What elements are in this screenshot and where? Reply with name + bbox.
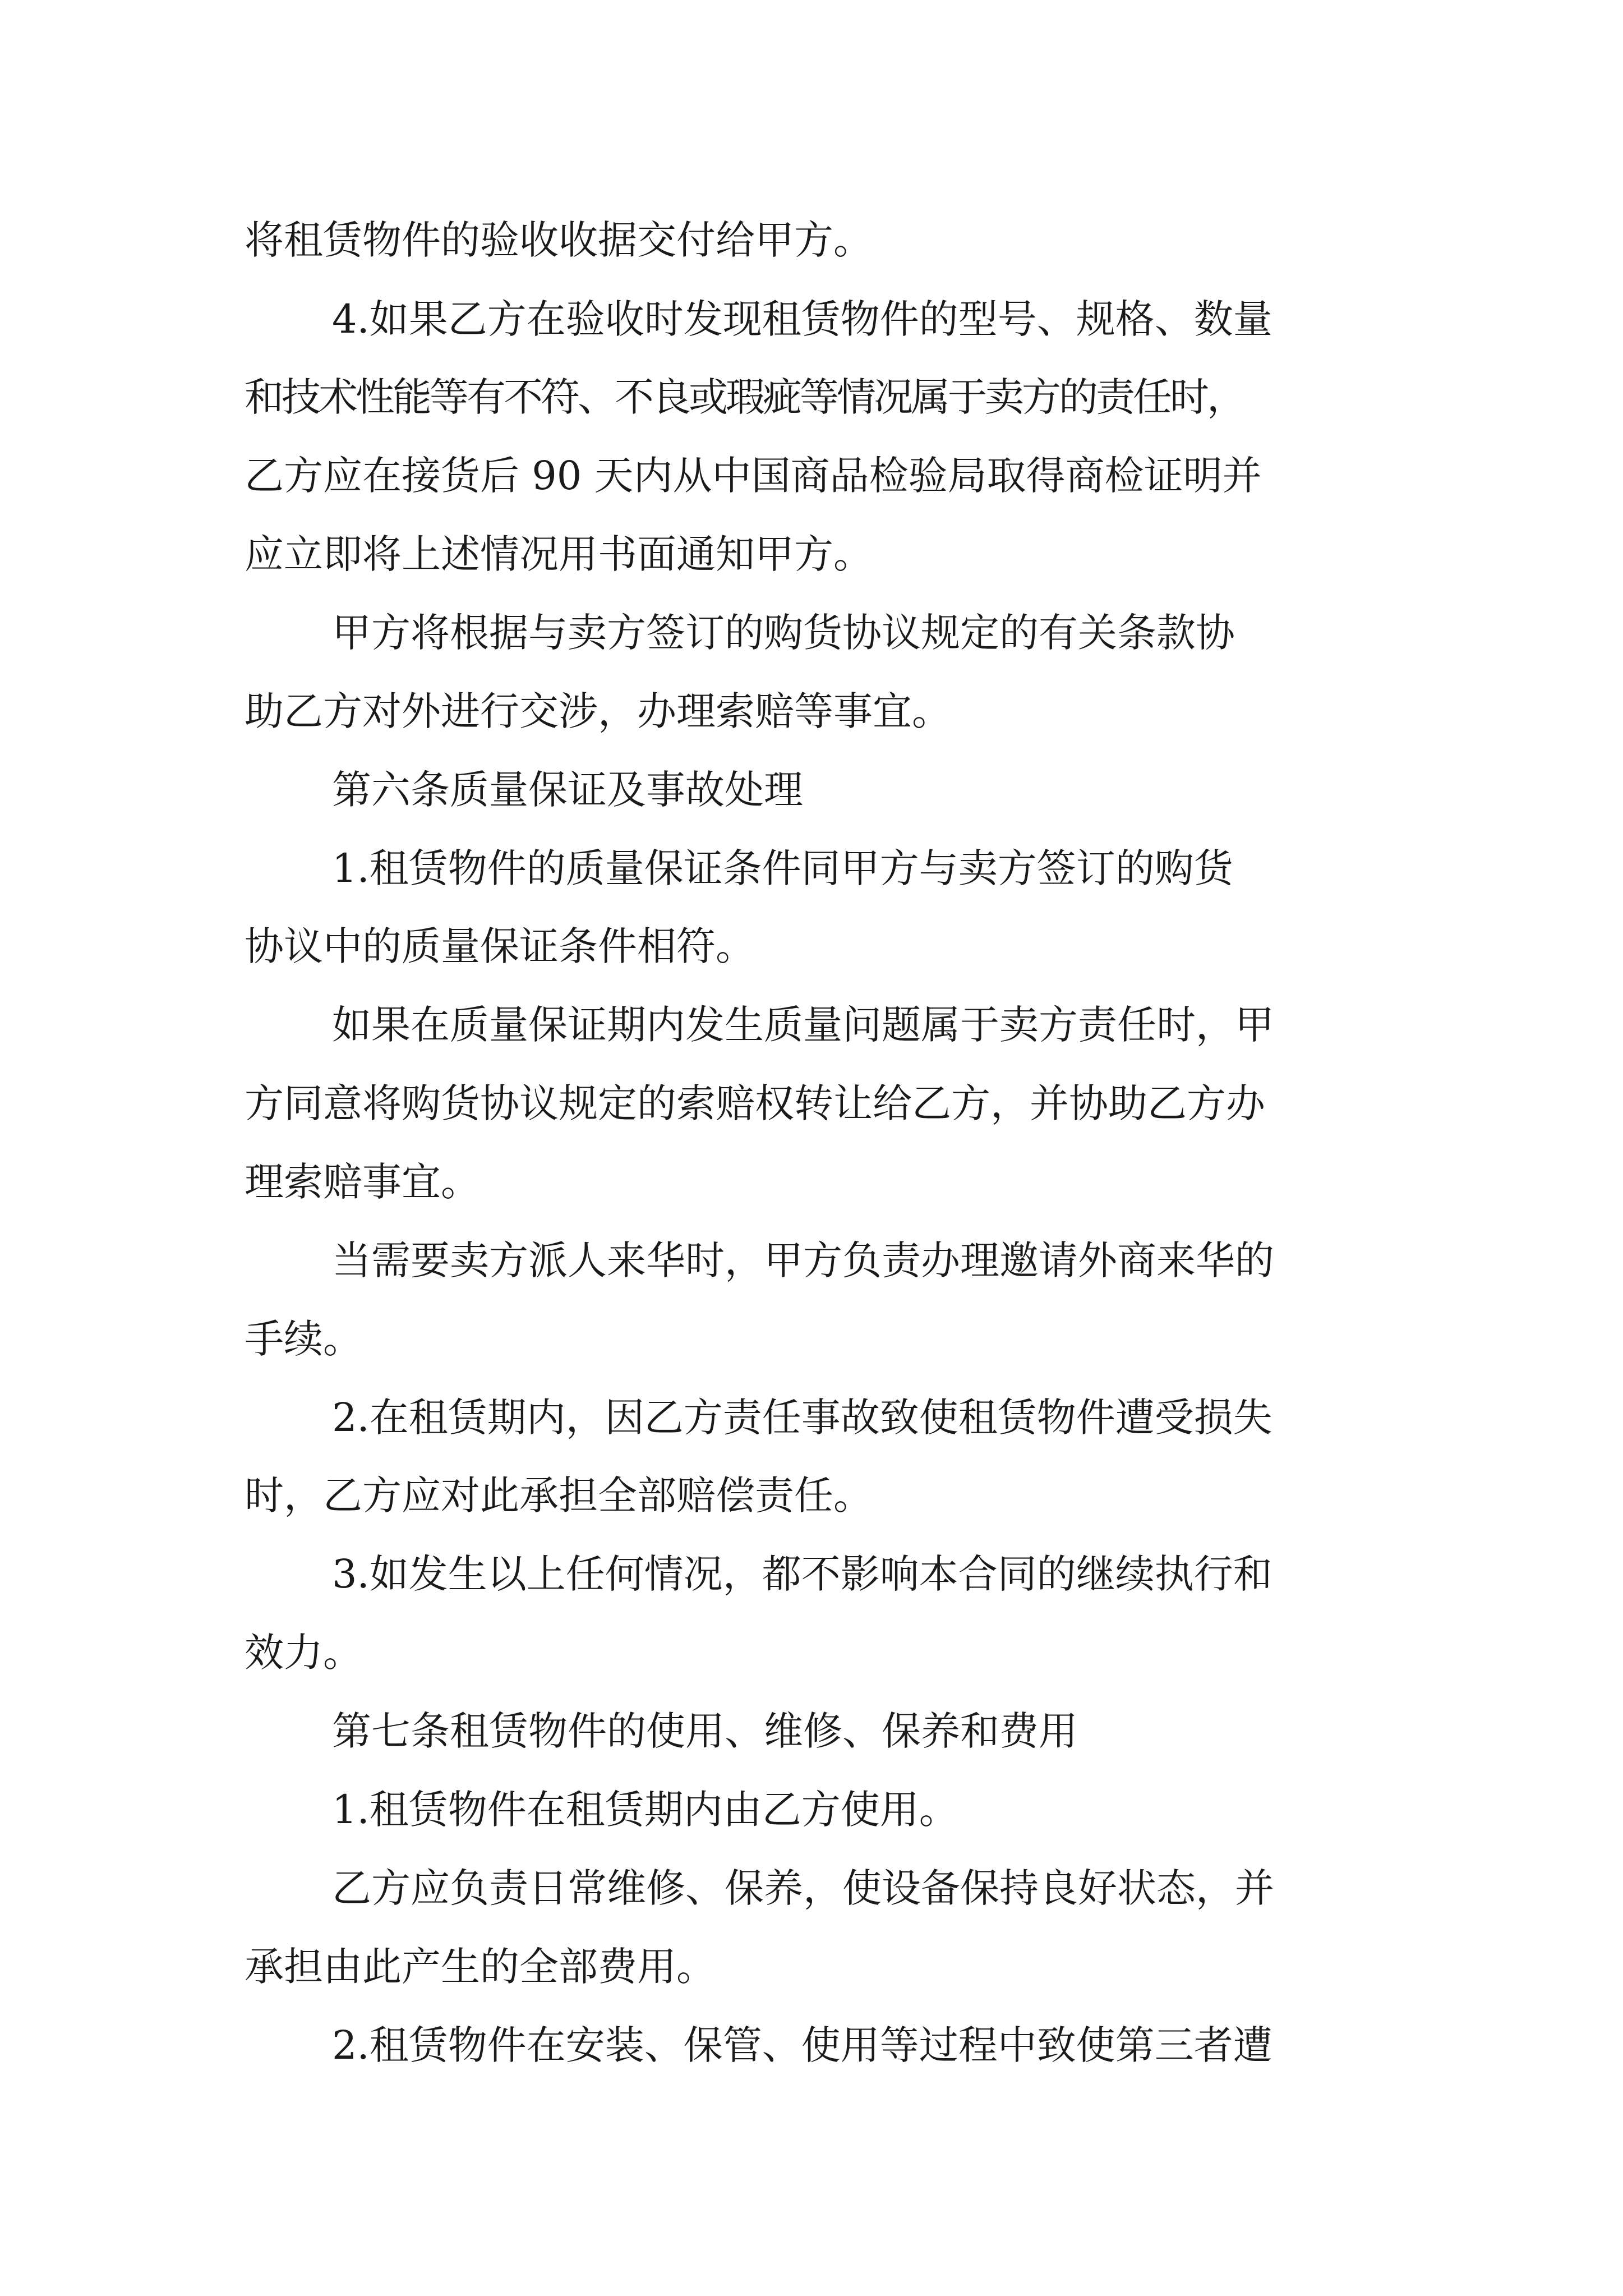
text-line: 1.租赁物件的质量保证条件同甲方与卖方签订的购货 [332, 845, 1233, 891]
text-line: 手续。 [245, 1316, 362, 1362]
text-line: 理索赔事宜。 [245, 1159, 480, 1205]
text-line: 和技术性能等有不符、不良或瑕疵等情况属于卖方的责任时， [245, 374, 1244, 420]
text-line: 乙方应在接货后 90 天内从中国商品检验局取得商检证明并 [245, 453, 1262, 499]
text-line: 效力。 [245, 1630, 362, 1676]
text-line: 当需要卖方派人来华时，甲方负责办理邀请外商来华的 [332, 1237, 1274, 1283]
text-line: 将租赁物件的验收收据交付给甲方。 [245, 217, 873, 263]
section-heading: 第七条租赁物件的使用、维修、保养和费用 [332, 1708, 1078, 1754]
text-line: 时，乙方应对此承担全部赔偿责任。 [245, 1473, 873, 1519]
text-line: 乙方应负责日常维修、保养，使设备保持良好状态，并 [332, 1865, 1274, 1911]
text-line: 如果在质量保证期内发生质量问题属于卖方责任时，甲 [332, 1002, 1274, 1048]
text-line: 承担由此产生的全部费用。 [245, 1944, 716, 1990]
text-line: 助乙方对外进行交涉，办理索赔等事宜。 [245, 688, 951, 734]
text-line: 1.租赁物件在租赁期内由乙方使用。 [332, 1787, 958, 1833]
text-line: 4.如果乙方在验收时发现租赁物件的型号、规格、数量 [332, 296, 1272, 342]
text-line: 3.如发生以上任何情况，都不影响本合同的继续执行和 [332, 1551, 1272, 1597]
text-line: 甲方将根据与卖方签订的购货协议规定的有关条款协 [332, 610, 1235, 656]
text-line: 2.租赁物件在安装、保管、使用等过程中致使第三者遭 [332, 2022, 1272, 2068]
text-line: 方同意将购货协议规定的索赔权转让给乙方，并协助乙方办 [245, 1080, 1265, 1126]
section-heading: 第六条质量保证及事故处理 [332, 767, 803, 813]
text-line: 应立即将上述情况用书面通知甲方。 [245, 531, 873, 577]
text-line: 协议中的质量保证条件相符。 [245, 923, 755, 969]
text-line: 2.在租赁期内，因乙方责任事故致使租赁物件遭受损失 [332, 1395, 1272, 1441]
